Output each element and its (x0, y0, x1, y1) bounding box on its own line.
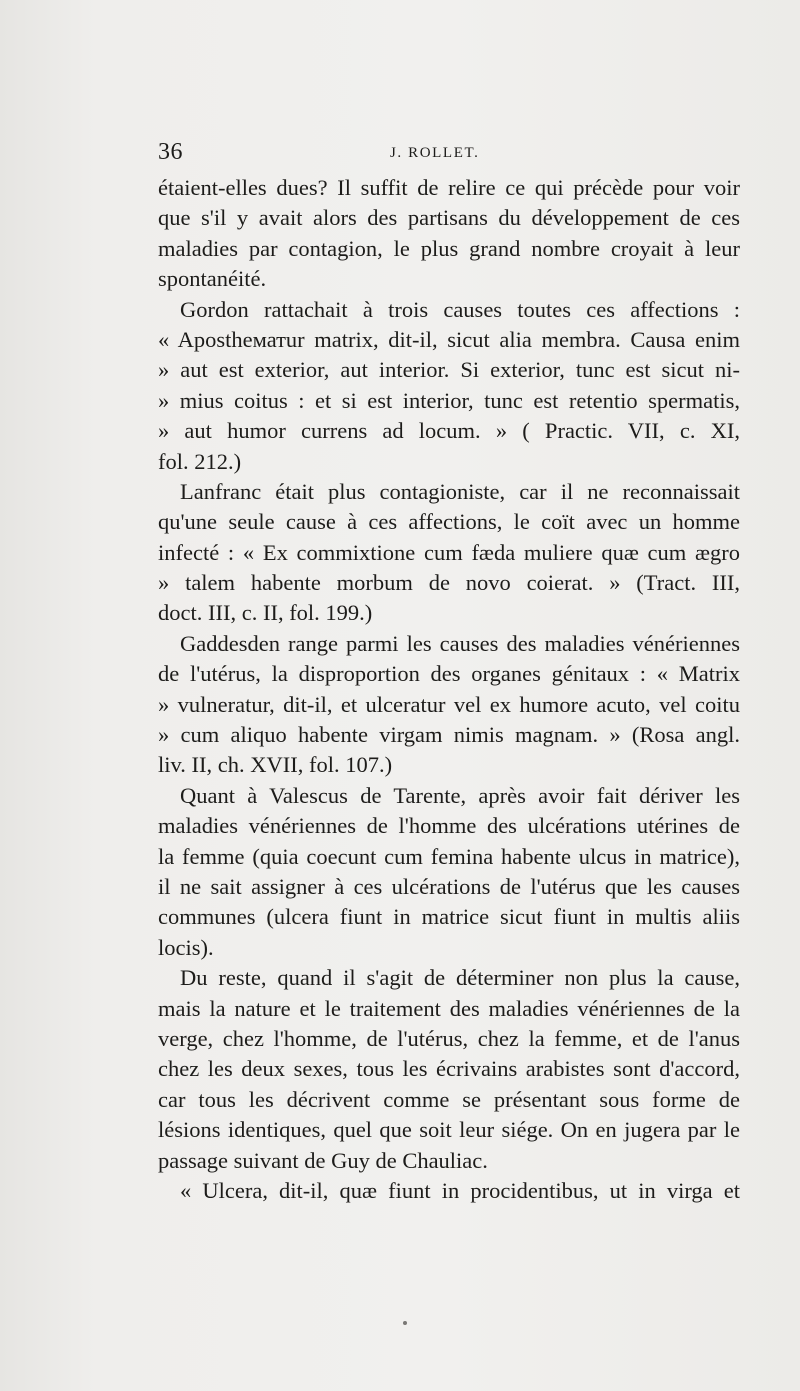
text-line: » aut humor currens ad locum. » ( Practic. VII, c. XI, (158, 418, 740, 444)
text-line: fol. 212.) (158, 448, 242, 474)
text-line: « Apostheматur matrix, dit-il, sicut alia membra. Causa enim (158, 326, 740, 352)
text-line: passage suivant de Guy de Chauliac. (158, 1147, 488, 1173)
page-number: 36 (158, 139, 183, 165)
ink-speck (403, 1321, 407, 1325)
text-line: qu'une seule cause à ces affections, le coït avec un homme (158, 509, 740, 535)
text-line: spontanéité. (158, 266, 267, 292)
text-line: Gordon rattachait à trois causes toutes ces affections : (180, 296, 740, 322)
text-line: » mius coitus : et si est interior, tunc est retentio spermatis, (158, 387, 740, 413)
text-line: doct. III, c. II, fol. 199.) (158, 600, 373, 626)
text-line: Du reste, quand il s'agit de déterminer non plus la cause, (180, 965, 740, 991)
text-line: » cum aliquo habente virgam nimis magnam. » (Rosa angl. (158, 722, 740, 748)
text-line: il ne sait assigner à ces ulcérations de l'utérus que les causes (158, 873, 740, 899)
text-line: car tous les décrivent comme se présentant sous forme de (158, 1086, 740, 1112)
text-line: mais la nature et le traitement des maladies vénériennes de la (158, 995, 740, 1021)
text-line: Lanfranc était plus contagioniste, car il ne reconnaissait (180, 478, 740, 504)
body-text (158, 173, 740, 1206)
text-line: maladies vénériennes de l'homme des ulcérations utérines de (158, 813, 740, 839)
page-header (158, 139, 740, 169)
text-line: verge, chez l'homme, de l'utérus, chez la femme, et de l'anus (158, 1025, 740, 1051)
text-line: » aut est exterior, aut interior. Si exterior, tunc est sicut ni- (158, 357, 740, 383)
text-line: » vulneratur, dit-il, et ulceratur vel ex humore acuto, vel coitu (158, 691, 740, 717)
text-line: Quant à Valescus de Tarente, après avoir fait dériver les (180, 782, 740, 808)
text-line: liv. II, ch. XVII, fol. 107.) (158, 752, 393, 778)
running-head: J. ROLLET. (390, 145, 480, 161)
text-line: locis). (158, 934, 214, 960)
text-line: infecté : « Ex commixtione cum fæda muliere quæ cum ægro (158, 539, 740, 565)
text-line: maladies par contagion, le plus grand nombre croyait à leur (158, 235, 740, 261)
text-line: la femme (quia coecunt cum femina habente ulcus in matrice), (158, 843, 740, 869)
text-line: étaient-elles dues? Il suffit de relire ce qui précède pour voir (158, 175, 740, 200)
text-line: « Ulcera, dit-il, quæ fiunt in procidentibus, ut in virga et (180, 1177, 740, 1203)
text-line: communes (ulcera fiunt in matrice sicut fiunt in multis aliis (158, 904, 740, 930)
text-line: de l'utérus, la disproportion des organes génitaux : « Matrix (158, 661, 740, 687)
text-line: lésions identiques, quel que soit leur siége. On en jugera par le (158, 1117, 740, 1143)
text-line: que s'il y avait alors des partisans du développement de ces (158, 205, 740, 231)
text-line: » talem habente morbum de novo coierat. » (Tract. III, (158, 570, 740, 596)
text-line: Gaddesden range parmi les causes des maladies vénériennes (180, 630, 740, 656)
text-line: chez les deux sexes, tous les écrivains arabistes sont d'accord, (158, 1056, 740, 1082)
